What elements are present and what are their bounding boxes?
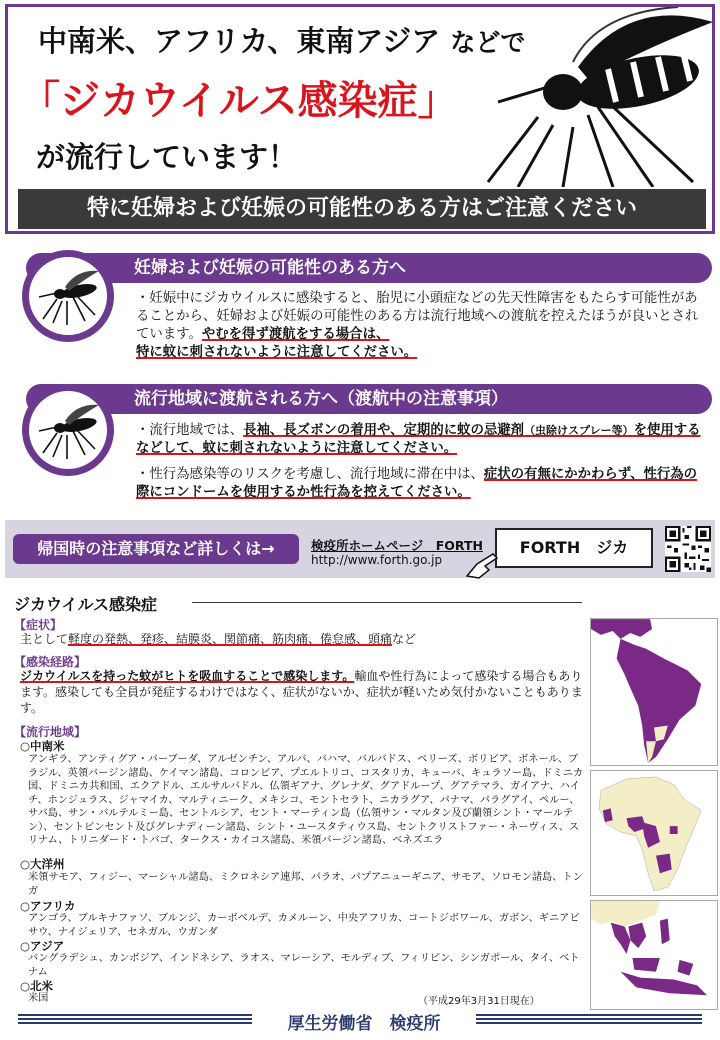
route-label: 【感染経路】 bbox=[14, 655, 87, 669]
headline-spreading: が流行しています！ bbox=[36, 140, 298, 174]
footer-rule-left bbox=[18, 1014, 252, 1028]
forth-url[interactable]: http://www.forth.go.jp bbox=[311, 553, 443, 567]
section2-circle bbox=[22, 384, 114, 476]
pointing-hand-icon bbox=[463, 550, 503, 580]
section2-title: 流行地域に渡航される方へ（渡航中の注意事項） bbox=[26, 384, 712, 414]
region-name: ○中南米 bbox=[20, 739, 65, 753]
area-label: 【流行地域】 bbox=[14, 725, 87, 739]
region-countries: バングラデシュ、カンボジア、インドネシア、ラオス、マレーシア、モルディブ、フィリピン、シンガポール、タイ、ベトナム bbox=[28, 953, 580, 978]
region-name: ○アジア bbox=[20, 939, 65, 953]
qr-code-icon[interactable] bbox=[665, 526, 711, 572]
region-countries: アンゴラ、ブルキナファソ、ブルンジ、カーボベルデ、カメルーン、中央アフリカ、コートジボワール、ガボン、ギニアビサウ、ナイジェリア、セネガル、ウガンダ bbox=[28, 913, 580, 938]
section2-bullet2: ・性行為感染等のリスクを考慮し、流行地域に滞在中は、症状の有無にかかわらず、性行為の際にコンドームを使用するか性行為を控えてください。 bbox=[136, 467, 698, 500]
mosquito-icon bbox=[29, 257, 107, 335]
header-box bbox=[5, 4, 715, 234]
footer-rule-right bbox=[476, 1014, 702, 1028]
warning-bar: 特に妊婦および妊娠の可能性のある方はご注意ください bbox=[18, 189, 706, 229]
section1-circle bbox=[22, 250, 114, 342]
footer-agency: 厚生労働省 検疫所 bbox=[287, 1014, 441, 1034]
forth-site-label[interactable]: 検疫所ホームページ FORTH bbox=[311, 538, 483, 553]
more-info-label: 帰国時の注意事項など詳しくは→ bbox=[13, 534, 299, 564]
map-latin-america bbox=[590, 618, 718, 766]
region-name: ○北米 bbox=[20, 979, 54, 993]
symptoms-label: 【症状】 bbox=[14, 618, 63, 632]
search-keyword-box: FORTH ジカ bbox=[495, 528, 653, 568]
section2-bullet1: ・流行地域では、長袖、長ズボンの着用や、定期的に蚊の忌避剤（虫除けスプレー等）を使用するなどして、蚊に刺されないように注意してください。 bbox=[136, 423, 701, 456]
as-of-date: （平成29年3月31日現在） bbox=[418, 996, 540, 1007]
map-africa bbox=[590, 770, 718, 896]
region-countries: 米国 bbox=[28, 993, 49, 1004]
region-name: ○アフリカ bbox=[20, 899, 76, 913]
map-southeast-asia bbox=[590, 900, 718, 1010]
region-countries: アンギラ、アンティグア・バーブーダ、アルゼンチン、アルバ、バハマ、バルバドス、ベリーズ、ボリビア、ボネール、ブラジル、英領バージン諸島、ケイマン諸島、コロンビア、プエルトリコ、コスタリカ、キューバ、キュラソー島、ドミニカ国、ドミニカ共和国、エクアドル、エルサルバドル、仏領ギアナ、グレナダ、グアドループ、グアテマラ、ガイアナ、ハイチ、ホンジュラス、ジャマイカ、マルティニーク、メキシコ、モントセラト、ニカラグア、パナマ、パラグアイ、ペルー、サバ島、サン・バルテルミー島、セントルシア、セント・マーティン島（仏領サン・マルタン及び蘭領シント・マールテン）、セントビンセント及びグレナディーン諸島、シント・ユースタティウス島、セントクリストファー・ネーヴィス、スリナム、トリニダード・トバゴ、タークス・カイコス諸島、米領バージン諸島、ベネズエラ bbox=[28, 754, 584, 846]
info-strip bbox=[5, 520, 715, 578]
headline-disease: 「ジカウイルス感染症」 bbox=[20, 78, 458, 124]
details-rule bbox=[192, 602, 582, 603]
section1-text: ・妊娠中にジカウイルスに感染すると、胎児に小頭症などの先天性障害をもたらす可能性があることから、妊婦および妊娠の可能性のある方は流行地域への渡航を控えたほうが良いとされています。やむを得ず渡航をする場合は、 特に蚊に刺されないように注意してください。 bbox=[136, 291, 699, 360]
mosquito-icon bbox=[29, 391, 107, 469]
region-countries: 米領サモア、フィジー、マーシャル諸島、ミクロネシア連邦、パラオ、パプアニューギニア、サモア、ソロモン諸島、トンガ bbox=[28, 872, 583, 897]
details-title: ジカウイルス感染症 bbox=[14, 595, 158, 614]
region-name: ○大洋州 bbox=[20, 857, 65, 871]
route-text: ジカウイルスを持った蚊がヒトを吸血することで感染します。輸血や性行為によって感染する場合もあります。感染しても全員が発症するわけではなく、症状がないか、症状が軽いため気付かないこともあります。 bbox=[20, 669, 583, 715]
section1-title: 妊婦および妊娠の可能性のある方へ bbox=[26, 253, 712, 283]
headline-regions: 中南米、アフリカ、東南アジア などで bbox=[38, 24, 526, 58]
symptoms-text: 主として軽度の発熱、発疹、結膜炎、関節痛、筋肉痛、倦怠感、頭痛など bbox=[20, 632, 417, 646]
